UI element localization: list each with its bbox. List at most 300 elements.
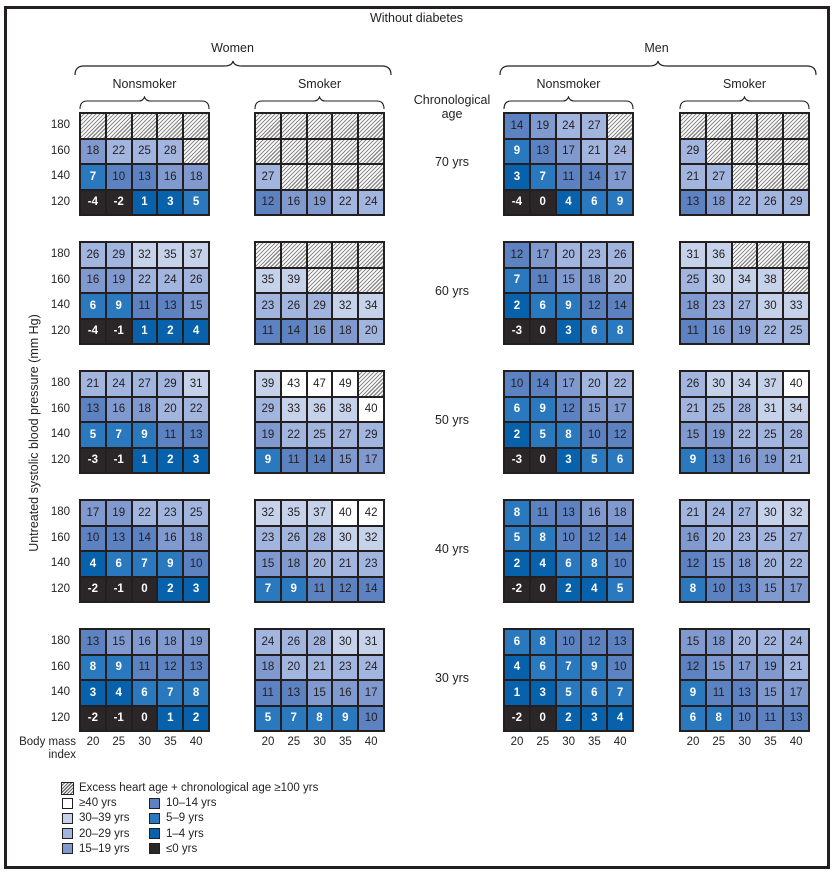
heatmap-cell: 14 (505, 114, 529, 138)
sbp-tick-label: 160 (50, 660, 70, 673)
heatmap-men-smoker-70-yrs (679, 112, 810, 216)
hatched-cell (758, 165, 782, 189)
heatmap-cell: 3 (557, 449, 581, 473)
legend-item (62, 812, 130, 824)
header-men-nonsmoker: Nonsmoker (536, 77, 601, 91)
heatmap-cell: 18 (681, 294, 705, 318)
heatmap-women-nonsmoker-30-yrs (79, 628, 210, 732)
heatmap-cell: 9 (158, 552, 182, 576)
heatmap-cell: 14 (359, 578, 383, 602)
heatmap-cell: 9 (681, 449, 705, 473)
heatmap-cell: 10 (557, 630, 581, 654)
heatmap-cell: 5 (531, 423, 555, 447)
heatmap-cell: 18 (707, 630, 731, 654)
legend-label: 30–39 yrs (79, 812, 130, 825)
hatched-cell (333, 114, 357, 138)
heatmap-cell: 10 (505, 372, 529, 396)
heatmap-cell: 31 (184, 372, 208, 396)
heatmap-cell: 15 (707, 552, 731, 576)
heatmap-cell: 11 (531, 269, 555, 293)
heatmap-cell: 5 (582, 449, 606, 473)
heatmap-cell: 5 (557, 681, 581, 705)
hatched-cell (256, 140, 280, 164)
hatched-cell (308, 243, 332, 267)
heatmap-cell: 4 (81, 552, 105, 576)
heatmap-cell: 21 (333, 552, 357, 576)
legend-hatch-label: Excess heart age + chronological age ≥100 yrs (79, 782, 319, 794)
heatmap-cell: 22 (282, 423, 306, 447)
heatmap-cell: 27 (733, 501, 757, 525)
heatmap-cell: 9 (133, 423, 157, 447)
heatmap-cell: 40 (359, 398, 383, 422)
heatmap-men-nonsmoker-50-yrs (503, 370, 634, 474)
heatmap-cell: 16 (158, 165, 182, 189)
heatmap-cell: 22 (758, 630, 782, 654)
heatmap-cell: 17 (733, 656, 757, 680)
legend-swatch-icon (62, 843, 73, 854)
heatmap-cell: 17 (81, 501, 105, 525)
legend-swatch-icon (149, 798, 160, 809)
heatmap-cell: 16 (582, 501, 606, 525)
bmi-tick-label: 35 (338, 736, 352, 748)
heatmap-women-smoker-40-yrs (254, 499, 385, 603)
heatmap-cell: 16 (158, 527, 182, 551)
heatmap-cell: 33 (282, 398, 306, 422)
heatmap-cell: 2 (557, 707, 581, 731)
heatmap-cell: 0 (133, 707, 157, 731)
heatmap-cell: 21 (681, 398, 705, 422)
heatmap-cell: 2 (505, 294, 529, 318)
bmi-tick-label: 20 (510, 736, 524, 748)
heatmap-cell: 4 (505, 656, 529, 680)
heatmap-cell: 34 (784, 398, 808, 422)
heatmap-cell: 14 (608, 294, 632, 318)
heatmap-cell: 0 (531, 707, 555, 731)
heatmap-cell: 38 (758, 269, 782, 293)
heatmap-cell: 18 (256, 656, 280, 680)
heatmap-cell: 37 (308, 501, 332, 525)
hatched-cell (733, 243, 757, 267)
sbp-tick-label: 120 (50, 711, 70, 724)
hatched-cell (107, 114, 131, 138)
age-label: 60 yrs (434, 284, 470, 298)
heatmap-cell: 12 (158, 656, 182, 680)
heatmap-cell: 19 (308, 191, 332, 215)
heatmap-cell: -1 (107, 707, 131, 731)
heatmap-cell: 7 (256, 578, 280, 602)
heatmap-cell: 18 (333, 320, 357, 344)
legend-swatch-icon (62, 813, 73, 824)
heatmap-cell: 16 (681, 527, 705, 551)
heatmap-cell: 8 (582, 552, 606, 576)
heatmap-cell: 12 (681, 552, 705, 576)
heatmap-cell: 4 (184, 320, 208, 344)
heatmap-cell: 8 (308, 707, 332, 731)
heatmap-cell: 8 (81, 656, 105, 680)
hatched-cell (308, 269, 332, 293)
heatmap-cell: 20 (758, 552, 782, 576)
heatmap-cell: 14 (582, 165, 606, 189)
heatmap-cell: 13 (733, 578, 757, 602)
heatmap-cell: 18 (81, 140, 105, 164)
heatmap-cell: 7 (282, 707, 306, 731)
heatmap-cell: 9 (582, 656, 606, 680)
heatmap-cell: 3 (582, 707, 606, 731)
heatmap-cell: 23 (733, 527, 757, 551)
heatmap-cell: 15 (707, 656, 731, 680)
sbp-tick-label: 140 (50, 299, 70, 311)
heatmap-cell: 8 (531, 527, 555, 551)
sbp-tick-label: 120 (50, 324, 70, 337)
hatched-cell (758, 243, 782, 267)
hatched-cell (308, 140, 332, 164)
heatmap-cell: 22 (184, 398, 208, 422)
heatmap-cell: 11 (282, 449, 306, 473)
hatched-cell (733, 165, 757, 189)
heatmap-cell: 1 (133, 320, 157, 344)
heatmap-cell: 9 (107, 294, 131, 318)
heatmap-cell: 3 (184, 578, 208, 602)
hatched-cell (333, 269, 357, 293)
heatmap-cell: 19 (531, 114, 555, 138)
heatmap-cell: 22 (758, 320, 782, 344)
heatmap-cell: 24 (784, 630, 808, 654)
heatmap-cell: 15 (758, 578, 782, 602)
hatched-cell (333, 243, 357, 267)
heatmap-cell: 31 (758, 398, 782, 422)
heatmap-cell: 22 (784, 552, 808, 576)
heatmap-cell: 18 (608, 501, 632, 525)
legend-label: 10–14 yrs (166, 797, 217, 809)
heatmap-cell: 20 (158, 398, 182, 422)
heatmap-cell: 8 (707, 707, 731, 731)
legend-item (149, 812, 204, 824)
bmi-tick-label: 25 (712, 736, 726, 748)
heatmap-cell: 29 (308, 294, 332, 318)
heatmap-cell: 2 (557, 578, 581, 602)
heatmap-cell: 6 (608, 449, 632, 473)
heatmap-cell: 32 (784, 501, 808, 525)
hatched-cell (359, 372, 383, 396)
heatmap-cell: 27 (733, 294, 757, 318)
heatmap-cell: 2 (505, 552, 529, 576)
legend-label: 1–4 yrs (166, 827, 204, 840)
hatched-cell (733, 114, 757, 138)
heatmap-cell: 13 (184, 656, 208, 680)
heatmap-cell: 13 (81, 630, 105, 654)
heatmap-cell: 7 (505, 269, 529, 293)
heatmap-cell: 8 (557, 423, 581, 447)
heatmap-men-nonsmoker-70-yrs (503, 112, 634, 216)
sbp-tick-label: 180 (50, 506, 70, 518)
heatmap-cell: 13 (133, 165, 157, 189)
hatched-cell (608, 114, 632, 138)
heatmap-cell: 13 (681, 191, 705, 215)
bmi-tick-label: 35 (587, 736, 601, 748)
heatmap-cell: 30 (333, 630, 357, 654)
heatmap-cell: 17 (608, 398, 632, 422)
heatmap-cell: 10 (184, 552, 208, 576)
heatmap-cell: 16 (707, 320, 731, 344)
sbp-tick-label: 120 (50, 582, 70, 595)
heatmap-cell: 15 (758, 681, 782, 705)
heatmap-cell: 1 (133, 449, 157, 473)
heatmap-cell: 42 (359, 501, 383, 525)
hatched-cell (158, 114, 182, 138)
heatmap-cell: 22 (133, 269, 157, 293)
heatmap-cell: 11 (758, 707, 782, 731)
heatmap-cell: 1 (133, 191, 157, 215)
heatmap-women-smoker-30-yrs (254, 628, 385, 732)
heatmap-cell: 6 (81, 294, 105, 318)
heatmap-cell: 32 (333, 294, 357, 318)
heatmap-cell: 12 (582, 294, 606, 318)
heatmap-cell: 25 (133, 140, 157, 164)
heatmap-cell: 19 (107, 269, 131, 293)
header-men: Men (644, 41, 669, 55)
heatmap-women-smoker-70-yrs (254, 112, 385, 216)
heatmap-cell: 14 (531, 372, 555, 396)
heatmap-cell: 14 (133, 527, 157, 551)
heatmap-cell: 26 (758, 191, 782, 215)
bmi-tick-label: 35 (763, 736, 777, 748)
heatmap-cell: 25 (707, 398, 731, 422)
heatmap-cell: 9 (256, 449, 280, 473)
heatmap-cell: 12 (608, 423, 632, 447)
heatmap-men-nonsmoker-60-yrs (503, 241, 634, 345)
heatmap-cell: 5 (608, 578, 632, 602)
heatmap-cell: 25 (184, 501, 208, 525)
heatmap-cell: 11 (256, 320, 280, 344)
heatmap-cell: 20 (733, 630, 757, 654)
legend-label: ≥40 yrs (79, 797, 117, 809)
heatmap-cell: 6 (582, 320, 606, 344)
heatmap-cell: 24 (608, 140, 632, 164)
heatmap-cell: 11 (531, 501, 555, 525)
heatmap-cell: 5 (184, 191, 208, 215)
heatmap-cell: 13 (107, 527, 131, 551)
hatched-cell (333, 165, 357, 189)
heatmap-cell: 0 (531, 449, 555, 473)
heatmap-cell: 6 (582, 681, 606, 705)
sbp-tick-label: 160 (50, 144, 70, 157)
heatmap-cell: 11 (308, 578, 332, 602)
heatmap-cell: -2 (81, 707, 105, 731)
hatched-cell (184, 140, 208, 164)
heatmap-cell: 8 (184, 681, 208, 705)
heatmap-cell: 19 (758, 449, 782, 473)
heatmap-cell: 20 (308, 552, 332, 576)
heatmap-cell: 20 (557, 243, 581, 267)
heatmap-cell: 10 (707, 578, 731, 602)
heatmap-cell: 18 (282, 552, 306, 576)
heatmap-cell: 4 (608, 707, 632, 731)
heatmap-cell: 18 (707, 191, 731, 215)
bmi-tick-label: 40 (364, 736, 378, 748)
heatmap-cell: 19 (256, 423, 280, 447)
header-women: Women (211, 41, 254, 55)
heatmap-cell: 9 (107, 656, 131, 680)
heatmap-cell: 30 (758, 501, 782, 525)
bmi-tick-label: 35 (163, 736, 177, 748)
heatmap-cell: 15 (308, 681, 332, 705)
heatmap-cell: 13 (282, 681, 306, 705)
heatmap-cell: 26 (282, 630, 306, 654)
heatmap-cell: 18 (133, 398, 157, 422)
heatmap-cell: 16 (107, 398, 131, 422)
heatmap-cell: 6 (133, 681, 157, 705)
heatmap-cell: 11 (256, 681, 280, 705)
heatmap-cell: 33 (784, 294, 808, 318)
heatmap-cell: 22 (333, 191, 357, 215)
heatmap-cell: 26 (608, 243, 632, 267)
heatmap-cell: 9 (557, 294, 581, 318)
heatmap-cell: 28 (308, 630, 332, 654)
bmi-tick-label: 40 (613, 736, 627, 748)
heatmap-cell: 10 (582, 423, 606, 447)
heatmap-cell: -4 (81, 320, 105, 344)
heatmap-cell: 30 (707, 372, 731, 396)
heatmap-cell: 14 (608, 527, 632, 551)
heatmap-cell: 16 (282, 191, 306, 215)
heatmap-cell: -2 (81, 578, 105, 602)
heatmap-cell: 21 (681, 501, 705, 525)
heatmap-men-smoker-40-yrs (679, 499, 810, 603)
heatmap-cell: 21 (681, 165, 705, 189)
heatmap-cell: 9 (531, 398, 555, 422)
heatmap-cell: 31 (359, 630, 383, 654)
heatmap-cell: 24 (158, 269, 182, 293)
hatched-cell (359, 140, 383, 164)
legend-swatch-icon (149, 828, 160, 839)
heatmap-cell: 2 (158, 320, 182, 344)
heatmap-cell: 6 (531, 656, 555, 680)
heatmap-cell: 27 (256, 165, 280, 189)
heatmap-cell: 12 (505, 243, 529, 267)
heatmap-cell: 13 (733, 681, 757, 705)
heatmap-cell: 30 (333, 527, 357, 551)
heatmap-cell: 22 (733, 191, 757, 215)
heatmap-cell: 5 (256, 707, 280, 731)
hatched-cell (681, 114, 705, 138)
legend-swatch-icon (62, 798, 73, 809)
heatmap-cell: 3 (531, 681, 555, 705)
heatmap-cell: 12 (681, 656, 705, 680)
heatmap-women-smoker-50-yrs (254, 370, 385, 474)
heatmap-cell: 15 (107, 630, 131, 654)
heatmap-cell: 8 (531, 630, 555, 654)
hatched-cell (282, 114, 306, 138)
heatmap-cell: 25 (784, 320, 808, 344)
hatched-cell (184, 114, 208, 138)
heatmap-women-nonsmoker-50-yrs (79, 370, 210, 474)
heatmap-cell: 29 (256, 398, 280, 422)
hatched-cell (707, 114, 731, 138)
heatmap-cell: 10 (359, 707, 383, 731)
heatmap-cell: 17 (531, 243, 555, 267)
sbp-tick-label: 180 (50, 635, 70, 647)
heatmap-cell: 23 (582, 243, 606, 267)
heatmap-men-nonsmoker-30-yrs (503, 628, 634, 732)
heatmap-women-nonsmoker-70-yrs (79, 112, 210, 216)
heatmap-cell: 7 (531, 165, 555, 189)
hatched-cell (707, 140, 731, 164)
sbp-tick-label: 120 (50, 195, 70, 208)
bmi-axis-label (14, 736, 76, 762)
heatmap-cell: 13 (158, 294, 182, 318)
hatched-cell (784, 243, 808, 267)
heatmap-cell: -1 (107, 449, 131, 473)
heatmap-cell: 3 (557, 320, 581, 344)
legend-swatch-icon (149, 813, 160, 824)
heatmap-cell: 40 (333, 501, 357, 525)
hatched-cell (359, 269, 383, 293)
heatmap-cell: 15 (681, 423, 705, 447)
heatmap-cell: 16 (308, 320, 332, 344)
heatmap-cell: 27 (707, 165, 731, 189)
brace-men-smoker (679, 96, 810, 110)
heatmap-cell: 37 (184, 243, 208, 267)
heatmap-cell: 21 (81, 372, 105, 396)
heatmap-cell: 34 (733, 372, 757, 396)
heatmap-cell: -3 (505, 449, 529, 473)
heatmap-cell: 25 (681, 269, 705, 293)
heatmap-cell: 40 (784, 372, 808, 396)
y-axis-label: Untreated systolic blood pressure (mm Hg) (27, 314, 41, 552)
heatmap-cell: 2 (158, 578, 182, 602)
hatched-cell (133, 114, 157, 138)
heatmap-cell: 35 (256, 269, 280, 293)
heatmap-cell: 36 (308, 398, 332, 422)
heatmap-cell: 7 (133, 552, 157, 576)
bmi-tick-label: 30 (313, 736, 326, 748)
heatmap-cell: 9 (608, 191, 632, 215)
heatmap-cell: 27 (582, 114, 606, 138)
sbp-tick-label: 140 (50, 428, 70, 440)
heatmap-cell: 16 (733, 449, 757, 473)
bmi-tick-label: 20 (686, 736, 700, 748)
heatmap-cell: 34 (359, 294, 383, 318)
heatmap-cell: 32 (256, 501, 280, 525)
heatmap-cell: 26 (184, 269, 208, 293)
sbp-tick-label: 120 (50, 453, 70, 466)
heatmap-cell: 18 (158, 630, 182, 654)
heatmap-cell: 23 (359, 552, 383, 576)
heatmap-cell: 22 (733, 423, 757, 447)
heatmap-men-nonsmoker-40-yrs (503, 499, 634, 603)
legend-label: ≤0 yrs (166, 842, 198, 855)
heatmap-cell: 10 (557, 527, 581, 551)
heatmap-cell: -1 (107, 578, 131, 602)
heatmap-cell: -2 (107, 191, 131, 215)
heatmap-cell: 19 (758, 656, 782, 680)
heatmap-cell: 15 (184, 294, 208, 318)
heatmap-cell: 6 (531, 294, 555, 318)
heatmap-cell: 22 (133, 501, 157, 525)
heatmap-cell: 11 (133, 656, 157, 680)
sbp-tick-label: 140 (50, 686, 70, 698)
bmi-tick-label: 30 (562, 736, 575, 748)
sbp-tick-label: 180 (50, 377, 70, 389)
heatmap-cell: 20 (608, 269, 632, 293)
hatched-cell (784, 165, 808, 189)
heatmap-cell: 23 (256, 527, 280, 551)
heatmap-cell: 12 (333, 578, 357, 602)
heatmap-cell: 13 (608, 630, 632, 654)
heatmap-cell: 16 (81, 269, 105, 293)
heatmap-cell: 23 (158, 501, 182, 525)
heatmap-cell: 8 (608, 320, 632, 344)
